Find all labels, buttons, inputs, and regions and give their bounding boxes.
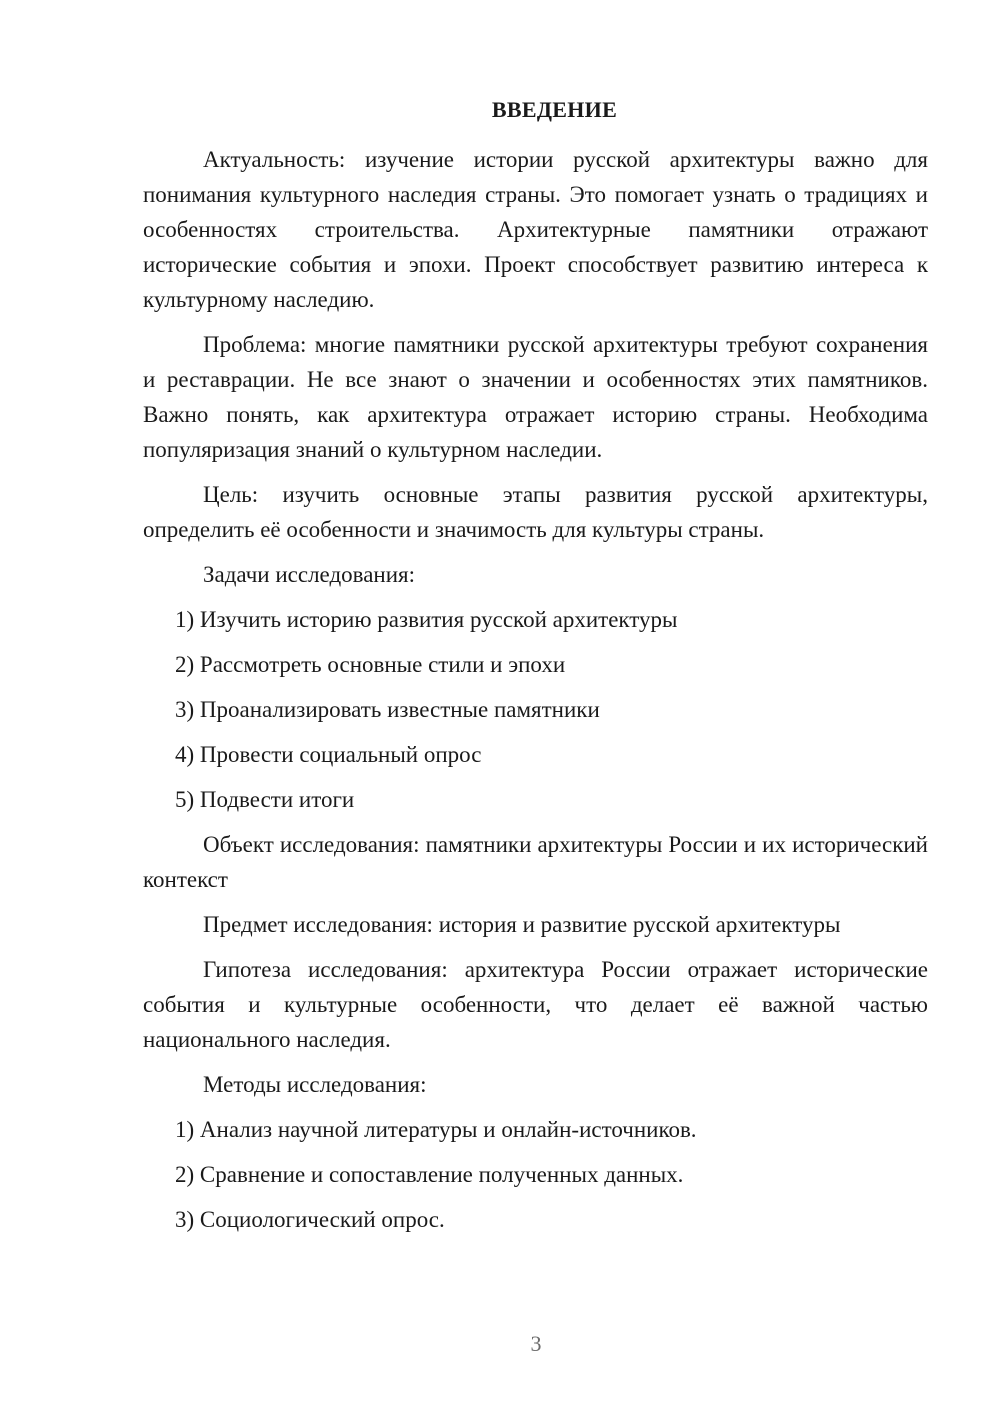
paragraph-object: Объект исследования: памятники архитектуры России и их исторический контекст xyxy=(143,832,928,892)
paragraph-goal: Цель: изучить основные этапы развития русской архитектуры, определить её особенности и значимость для культуры страны. xyxy=(143,482,928,542)
paragraph-hypothesis: Гипотеза исследования: архитектура России отражает исторические события и культурные особенности, что делает её важной частью национального наследия. xyxy=(143,957,928,1052)
list-item: 1) Анализ научной литературы и онлайн-источников. xyxy=(175,1117,697,1142)
methods-list xyxy=(143,1112,928,1237)
section-heading: ВВЕДЕНИЕ xyxy=(491,97,618,122)
list-item: 4) Провести социальный опрос xyxy=(175,742,482,767)
list-item: 3) Проанализировать известные памятники xyxy=(175,697,600,722)
paragraph-relevance: Актуальность: изучение истории русской архитектуры важно для понимания культурного наследия страны. Это помогает узнать о традициях и особенностях строительства. Архитектурные памятники отражают исторические события и эпохи. Проект способствует развитию интереса к культурному наследию. xyxy=(143,147,928,312)
paragraph-subject: Предмет исследования: история и развитие русской архитектуры xyxy=(203,912,841,937)
paragraph-problem: Проблема: многие памятники русской архитектуры требуют сохранения и реставрации. Не все знают о значении и особенностях этих памятников. Важно понять, как архитектура отражает историю страны. Необходима популяризация знаний о культурном наследии. xyxy=(143,332,928,462)
list-item: 1) Изучить историю развития русской архитектуры xyxy=(175,607,678,632)
tasks-title: Задачи исследования: xyxy=(203,562,416,587)
page-content xyxy=(143,95,928,1247)
list-item: 2) Сравнение и сопоставление полученных данных. xyxy=(175,1162,684,1187)
tasks-list xyxy=(143,602,928,817)
methods-title: Методы исследования: xyxy=(203,1072,427,1097)
list-item: 2) Рассмотреть основные стили и эпохи xyxy=(175,652,566,677)
list-item: 3) Социологический опрос. xyxy=(175,1207,445,1232)
list-item: 5) Подвести итоги xyxy=(175,787,355,812)
page-number: 3 xyxy=(530,1331,542,1356)
